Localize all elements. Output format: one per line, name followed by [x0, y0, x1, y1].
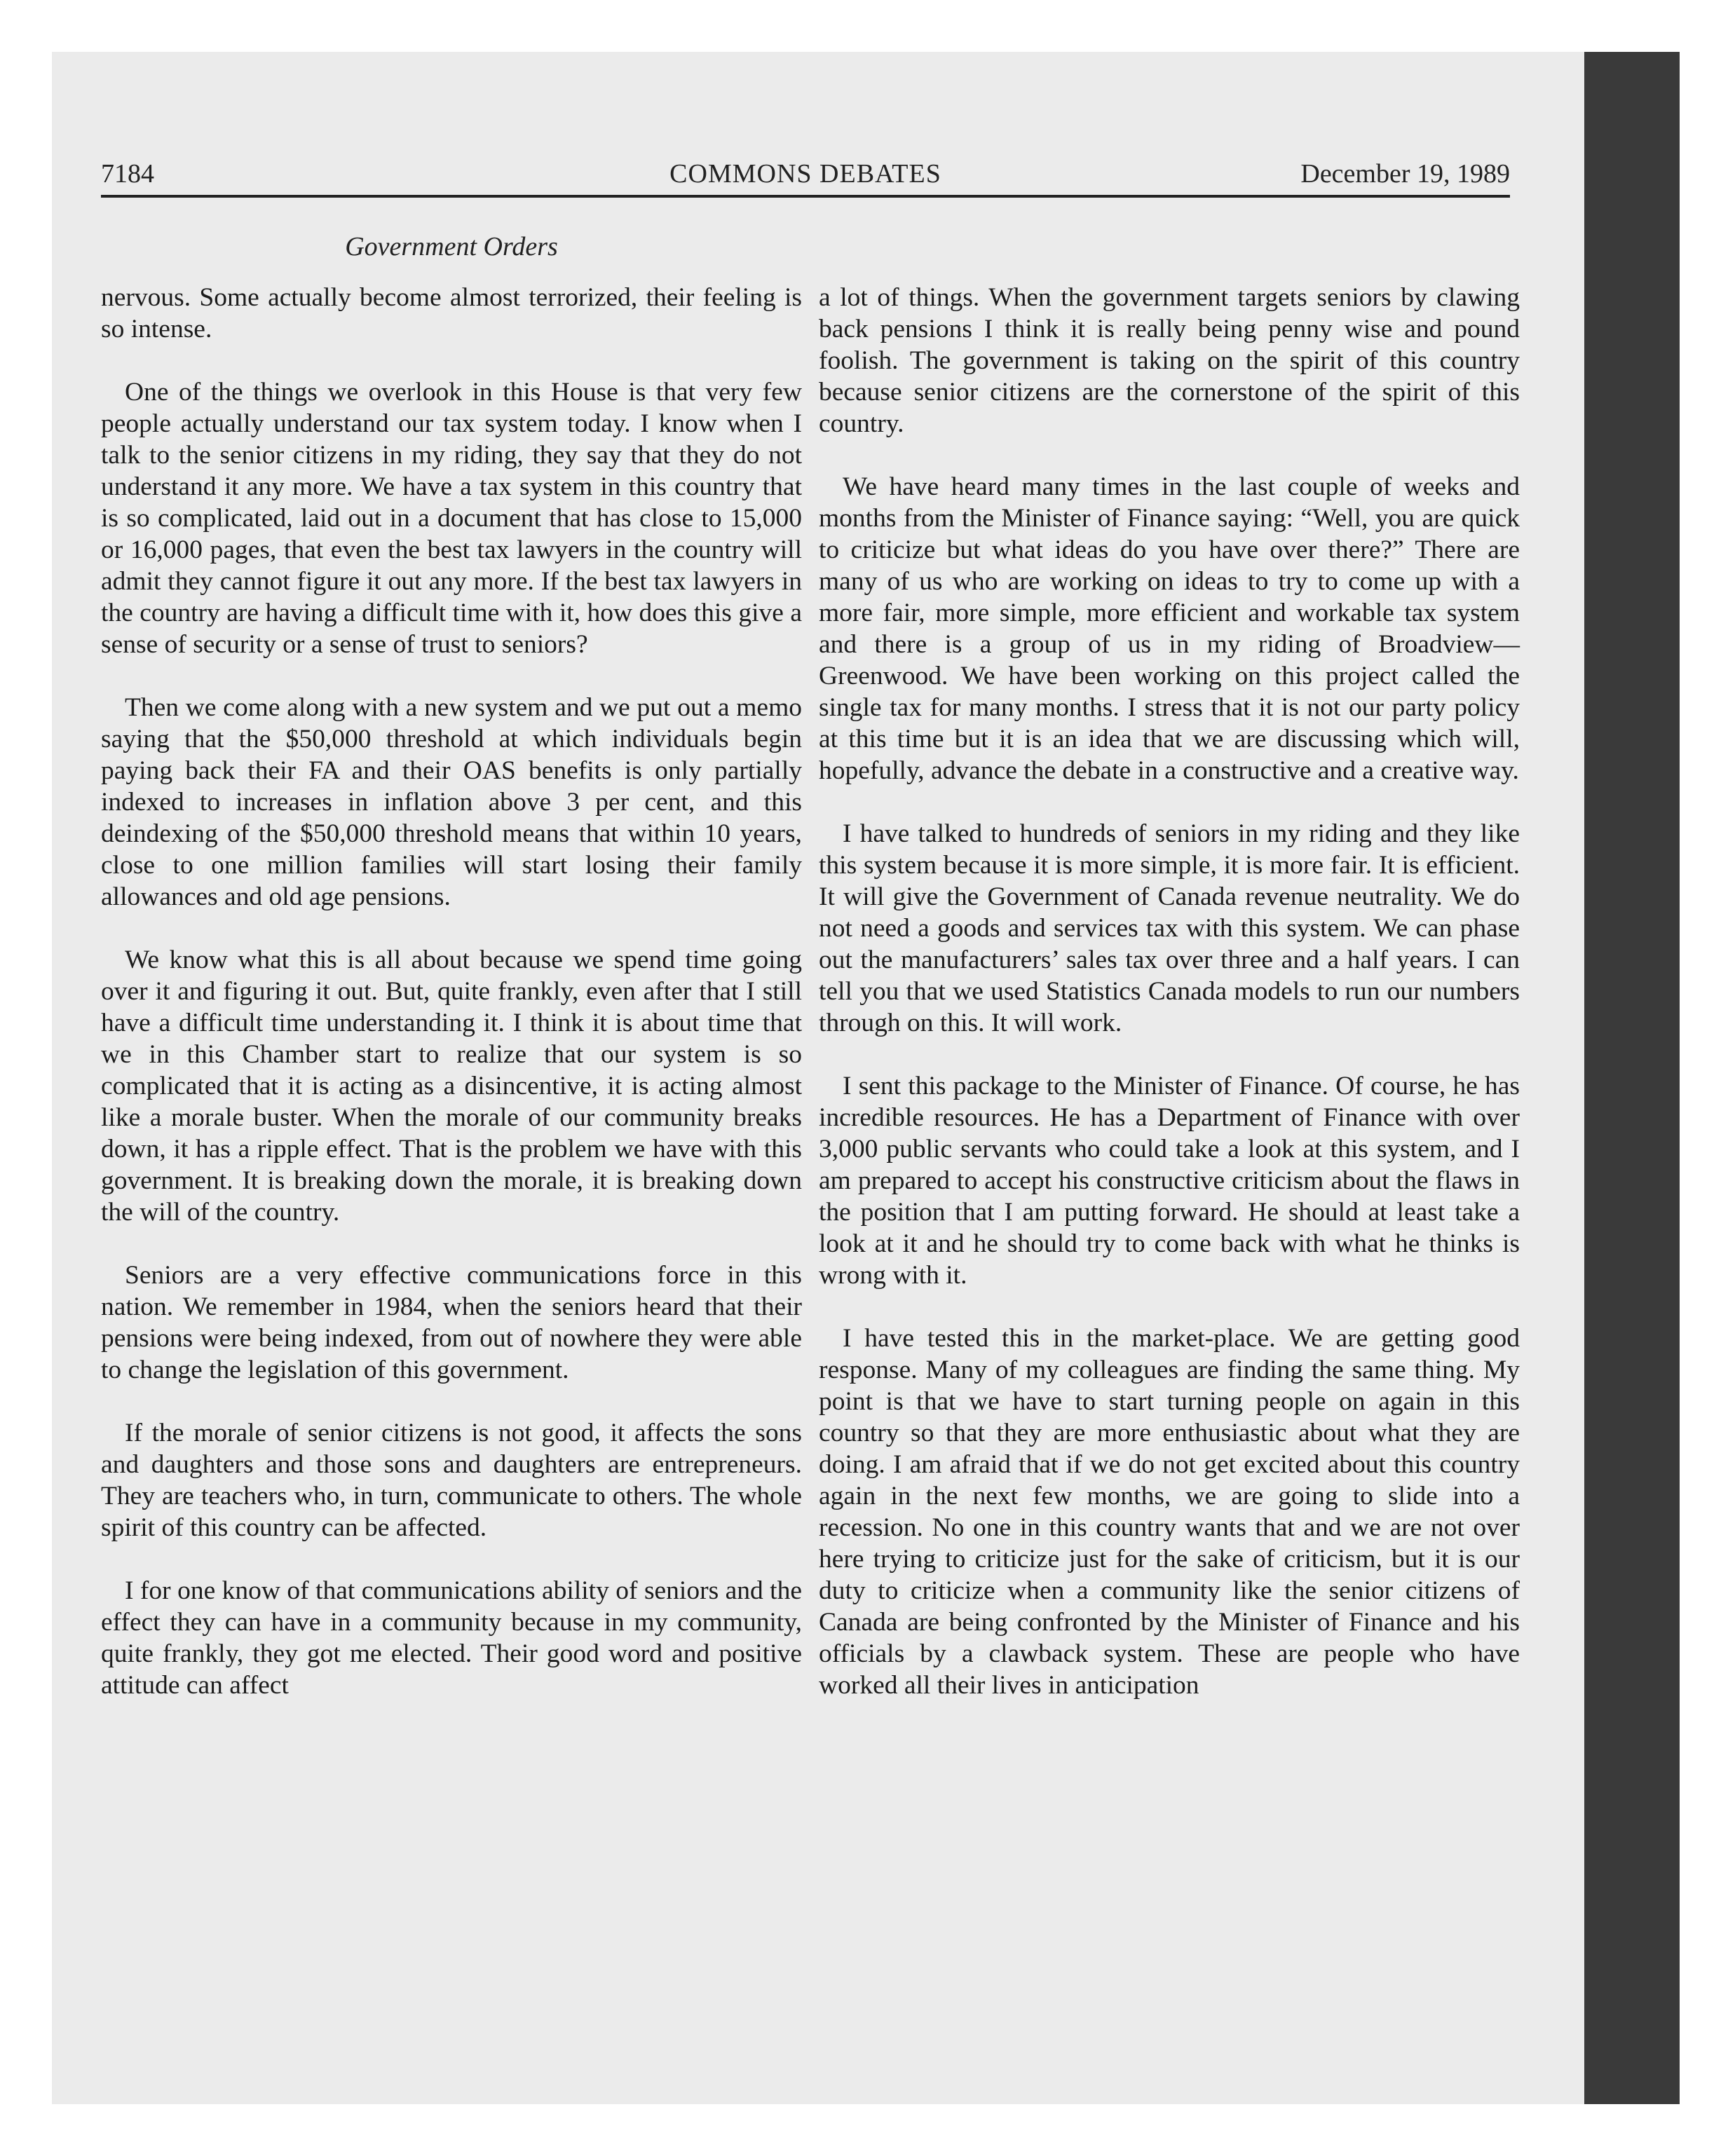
paragraph: I have tested this in the market-place. We are getting good response. Many of my colleagues are finding the same thing. My point is that we have to start turning people on again in this country so that they are more enthusiastic about what they are doing. I am afraid that if we do not get excited about this country again in the next few months, we are going to slide into a recession. No one in this country wants that and we are not over here trying to criticize just for the sake of criticism, but it is our duty to criticize when a community like the senior citizens of Canada are being confronted by the Minister of Finance and his officials by a clawback system. These are people who have worked all their lives in anticipation — [819, 1324, 1520, 1700]
section-title: Government Orders — [345, 232, 558, 261]
page-header — [101, 156, 1510, 198]
paragraph: Seniors are a very effective communications force in this nation. We remember in 1984, when the seniors heard that their pensions were being indexed, from out of nowhere they were able to change the legislation of this government. — [101, 1261, 802, 1384]
paragraph: a lot of things. When the government targets seniors by clawing back pensions I think it is really being penny wise and pound foolish. The government is taking on the spirit of this country because senior citizens are the cornerstone of the spirit of this country. — [819, 283, 1520, 438]
publication-title: COMMONS DEBATES — [669, 159, 941, 189]
scan-edge-shadow — [1584, 52, 1680, 2104]
paragraph: I have talked to hundreds of seniors in my riding and they like this system because it is more simple, it is more fair. It is efficient. It will give the Government of Canada revenue neutrality. We do not need a goods and services tax with this system. We can phase out the manufacturers’ sales tax over three and a half years. I can tell you that we used Statistics Canada models to run our numbers through on this. It will work. — [819, 819, 1520, 1037]
paragraph: One of the things we overlook in this House is that very few people actually understand our tax system today. I know when I talk to the senior citizens in my riding, they say that they do not understand it any more. We have a tax system in this country that is so complicated, laid out in a document that has close to 15,000 or 16,000 pages, that even the best tax lawyers in the country will admit they cannot figure it out any more. If the best tax lawyers in the country are having a difficult time with it, how does this give a sense of security or a sense of trust to seniors? — [101, 378, 802, 659]
paragraph: We know what this is all about because we spend time going over it and figuring it out. But, quite frankly, even after that I still have a difficult time understanding it. I think it is about time that we in this Chamber start to realize that our system is so complicated that it is acting as a disincentive, it is acting almost like a morale buster. When the morale of our community breaks down, it has a ripple effect. That is the problem we have with this government. It is breaking down the morale, it is breaking down the will of the country. — [101, 946, 802, 1227]
paragraph: I for one know of that communications ability of seniors and the effect they can have in a community because in my community, quite frankly, they got me elected. Their good word and positive attitude can affect — [101, 1576, 802, 1700]
page-number: 7184 — [101, 159, 154, 189]
paragraph: I sent this package to the Minister of Finance. Of course, he has incredible resources. He has a Department of Finance with over 3,000 public servants who could take a look at this system, and I am prepared to accept his constructive criticism about the flaws in the position that I am putting forward. He should at least take a look at it and he should try to come back with what he thinks is wrong with it. — [819, 1072, 1520, 1290]
paragraph: If the morale of senior citizens is not good, it affects the sons and daughters and those sons and daughters are entrepreneurs. They are teachers who, in turn, communicate to others. The whole spirit of this country can be affected. — [101, 1419, 802, 1542]
paragraph: Then we come along with a new system and we put out a memo saying that the $50,000 threshold at which individuals begin paying back their FA and their OAS benefits is only partially indexed to increases in inflation above 3 per cent, and this deindexing of the $50,000 threshold means that within 10 years, close to one million families will start losing their family allowances and old age pensions. — [101, 693, 802, 911]
left-column — [101, 282, 802, 1733]
paragraph: nervous. Some actually become almost terrorized, their feeling is so intense. — [101, 283, 802, 343]
paragraph: We have heard many times in the last couple of weeks and months from the Minister of Finance saying: “Well, you are quick to criticize but what ideas do you have over there?” There are many of us who are working on ideas to try to come up with a more fair, more simple, more efficient and workable tax system and there is a group of us in my riding of Broadview—Greenwood. We have been working on this project called the single tax for many months. I stress that it is not our party policy at this time but it is an idea that we are discussing which will, hopefully, advance the debate in a constructive and a creative way. — [819, 472, 1520, 785]
publication-date: December 19, 1989 — [1300, 159, 1510, 189]
right-column — [819, 282, 1520, 1733]
